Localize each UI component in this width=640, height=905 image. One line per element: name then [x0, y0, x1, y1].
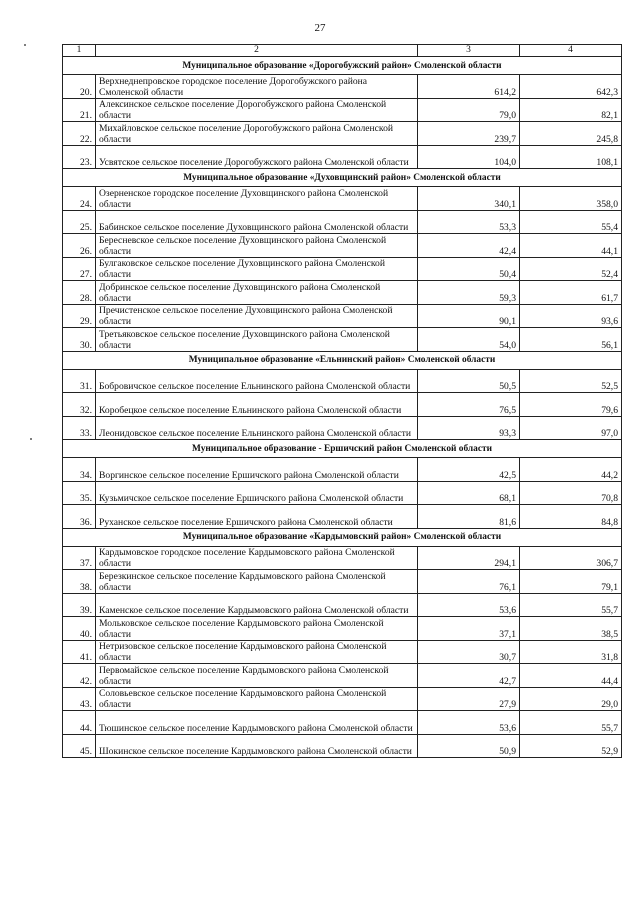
value-col-4: 642,3 [520, 75, 622, 99]
value-col-4: 52,9 [520, 734, 622, 758]
table-row [63, 734, 622, 758]
settlements-table [62, 44, 622, 758]
value-col-4: 55,7 [520, 711, 622, 735]
table-row [63, 210, 622, 234]
value-col-4: 52,4 [520, 257, 622, 281]
table-row [63, 234, 622, 258]
value-col-4: 93,6 [520, 304, 622, 328]
settlement-name: Березкинское сельское поселение Кардымовского района Смоленской области [96, 570, 418, 594]
value-col-4: 56,1 [520, 328, 622, 352]
settlement-name: Алексинское сельское поселение Дорогобужского района Смоленской области [96, 98, 418, 122]
table-row [63, 711, 622, 735]
value-col-4: 108,1 [520, 145, 622, 169]
value-col-4: 55,4 [520, 210, 622, 234]
row-number: 21. [63, 98, 96, 122]
value-col-3: 37,1 [418, 617, 520, 641]
page-number: 27 [314, 22, 326, 34]
value-col-3: 104,0 [418, 145, 520, 169]
value-col-3: 30,7 [418, 640, 520, 664]
scan-speck [30, 438, 32, 440]
row-number: 22. [63, 122, 96, 146]
section-header-row [63, 440, 622, 458]
settlement-name: Первомайское сельское поселение Кардымовского района Смоленской области [96, 664, 418, 688]
row-number: 38. [63, 570, 96, 594]
settlement-name: Кузьмичское сельское поселение Ершичского района Смоленской области [96, 481, 418, 505]
value-col-3: 42,7 [418, 664, 520, 688]
value-col-3: 53,6 [418, 593, 520, 617]
row-number: 36. [63, 505, 96, 529]
settlement-name: Бобровичское сельское поселение Ельнинского района Смоленской области [96, 369, 418, 393]
value-col-4: 52,5 [520, 369, 622, 393]
table-row [63, 416, 622, 440]
row-number: 24. [63, 187, 96, 211]
value-col-4: 44,4 [520, 664, 622, 688]
table-row [63, 369, 622, 393]
row-number: 35. [63, 481, 96, 505]
value-col-4: 306,7 [520, 546, 622, 570]
row-number: 20. [63, 75, 96, 99]
settlement-name: Михайловское сельское поселение Дорогобужского района Смоленской области [96, 122, 418, 146]
table-row [63, 328, 622, 352]
settlement-name: Кардымовское городское поселение Кардымовского района Смоленской области [96, 546, 418, 570]
settlement-name: Мольковское сельское поселение Кардымовского района Смоленской области [96, 617, 418, 641]
row-number: 37. [63, 546, 96, 570]
value-col-4: 38,5 [520, 617, 622, 641]
table-row [63, 458, 622, 482]
table-header-row [63, 45, 622, 57]
table-row [63, 687, 622, 711]
value-col-3: 50,4 [418, 257, 520, 281]
settlement-name: Соловьевское сельское поселение Кардымовского района Смоленской области [96, 687, 418, 711]
value-col-3: 239,7 [418, 122, 520, 146]
table-row [63, 505, 622, 529]
settlement-name: Нетризовское сельское поселение Кардымовского района Смоленской области [96, 640, 418, 664]
value-col-3: 53,6 [418, 711, 520, 735]
row-number: 44. [63, 711, 96, 735]
settlement-name: Третьяковское сельское поселение Духовщинского района Смоленской области [96, 328, 418, 352]
value-col-4: 358,0 [520, 187, 622, 211]
value-col-4: 29,0 [520, 687, 622, 711]
table-row [63, 75, 622, 99]
value-col-4: 245,8 [520, 122, 622, 146]
value-col-4: 79,1 [520, 570, 622, 594]
value-col-3: 76,1 [418, 570, 520, 594]
value-col-3: 50,5 [418, 369, 520, 393]
table-row [63, 304, 622, 328]
value-col-4: 84,8 [520, 505, 622, 529]
row-number: 42. [63, 664, 96, 688]
row-number: 26. [63, 234, 96, 258]
settlement-name: Верхнеднепровское городское поселение Дорогобужского района Смоленской области [96, 75, 418, 99]
value-col-4: 79,6 [520, 393, 622, 417]
row-number: 27. [63, 257, 96, 281]
row-number: 34. [63, 458, 96, 482]
settlement-name: Коробецкое сельское поселение Ельнинского района Смоленской области [96, 393, 418, 417]
value-col-3: 53,3 [418, 210, 520, 234]
row-number: 32. [63, 393, 96, 417]
table-row [63, 98, 622, 122]
settlement-name: Воргинское сельское поселение Ершичского района Смоленской области [96, 458, 418, 482]
header-col-2: 2 [96, 45, 418, 57]
value-col-3: 27,9 [418, 687, 520, 711]
section-header-row [63, 57, 622, 75]
value-col-3: 90,1 [418, 304, 520, 328]
settlement-name: Леонидовское сельское поселение Ельнинского района Смоленской области [96, 416, 418, 440]
value-col-3: 42,5 [418, 458, 520, 482]
section-title: Муниципальное образование «Ельнинский район» Смоленской области [63, 351, 622, 369]
table-row [63, 546, 622, 570]
section-header-row [63, 528, 622, 546]
value-col-3: 93,3 [418, 416, 520, 440]
row-number: 23. [63, 145, 96, 169]
value-col-4: 44,2 [520, 458, 622, 482]
value-col-3: 42,4 [418, 234, 520, 258]
row-number: 43. [63, 687, 96, 711]
settlement-name: Булгаковское сельское поселение Духовщинского района Смоленской области [96, 257, 418, 281]
table-row [63, 145, 622, 169]
settlement-name: Пречистенское сельское поселение Духовщинского района Смоленской области [96, 304, 418, 328]
table-row [63, 257, 622, 281]
row-number: 41. [63, 640, 96, 664]
row-number: 29. [63, 304, 96, 328]
header-col-3: 3 [418, 45, 520, 57]
table-row [63, 481, 622, 505]
value-col-3: 50,9 [418, 734, 520, 758]
table-row [63, 617, 622, 641]
table-row [63, 593, 622, 617]
section-title: Муниципальное образование «Духовщинский район» Смоленской области [63, 169, 622, 187]
value-col-3: 76,5 [418, 393, 520, 417]
table-row [63, 393, 622, 417]
table-row [63, 570, 622, 594]
value-col-4: 31,8 [520, 640, 622, 664]
value-col-4: 44,1 [520, 234, 622, 258]
table-row [63, 122, 622, 146]
settlement-name: Бабинское сельское поселение Духовщинского района Смоленской области [96, 210, 418, 234]
value-col-3: 59,3 [418, 281, 520, 305]
row-number: 40. [63, 617, 96, 641]
table-row [63, 664, 622, 688]
section-header-row [63, 351, 622, 369]
scan-speck [24, 44, 26, 46]
header-col-4: 4 [520, 45, 622, 57]
section-title: Муниципальное образование - Ершичский район Смоленской области [63, 440, 622, 458]
table-row [63, 281, 622, 305]
row-number: 31. [63, 369, 96, 393]
value-col-4: 61,7 [520, 281, 622, 305]
table-row [63, 187, 622, 211]
value-col-3: 68,1 [418, 481, 520, 505]
value-col-3: 294,1 [418, 546, 520, 570]
value-col-3: 614,2 [418, 75, 520, 99]
settlement-name: Озерненское городское поселение Духовщинского района Смоленской области [96, 187, 418, 211]
table-body [63, 45, 622, 758]
value-col-4: 70,8 [520, 481, 622, 505]
value-col-3: 54,0 [418, 328, 520, 352]
row-number: 45. [63, 734, 96, 758]
row-number: 30. [63, 328, 96, 352]
settlement-name: Каменское сельское поселение Кардымовского района Смоленской области [96, 593, 418, 617]
row-number: 39. [63, 593, 96, 617]
section-header-row [63, 169, 622, 187]
value-col-4: 82,1 [520, 98, 622, 122]
value-col-3: 79,0 [418, 98, 520, 122]
value-col-3: 81,6 [418, 505, 520, 529]
section-title: Муниципальное образование «Кардымовский район» Смоленской области [63, 528, 622, 546]
table-row [63, 640, 622, 664]
settlement-name: Усвятское сельское поселение Дорогобужского района Смоленской области [96, 145, 418, 169]
value-col-4: 97,0 [520, 416, 622, 440]
value-col-4: 55,7 [520, 593, 622, 617]
row-number: 25. [63, 210, 96, 234]
settlement-name: Бересневское сельское поселение Духовщинского района Смоленской области [96, 234, 418, 258]
settlement-name: Шокинское сельское поселение Кардымовского района Смоленской области [96, 734, 418, 758]
row-number: 33. [63, 416, 96, 440]
settlement-name: Тюшинское сельское поселение Кардымовского района Смоленской области [96, 711, 418, 735]
value-col-3: 340,1 [418, 187, 520, 211]
settlement-name: Добринское сельское поселение Духовщинского района Смоленской области [96, 281, 418, 305]
section-title: Муниципальное образование «Дорогобужский район» Смоленской области [63, 57, 622, 75]
row-number: 28. [63, 281, 96, 305]
settlement-name: Руханское сельское поселение Ершичского района Смоленской области [96, 505, 418, 529]
header-col-1: 1 [63, 45, 96, 57]
